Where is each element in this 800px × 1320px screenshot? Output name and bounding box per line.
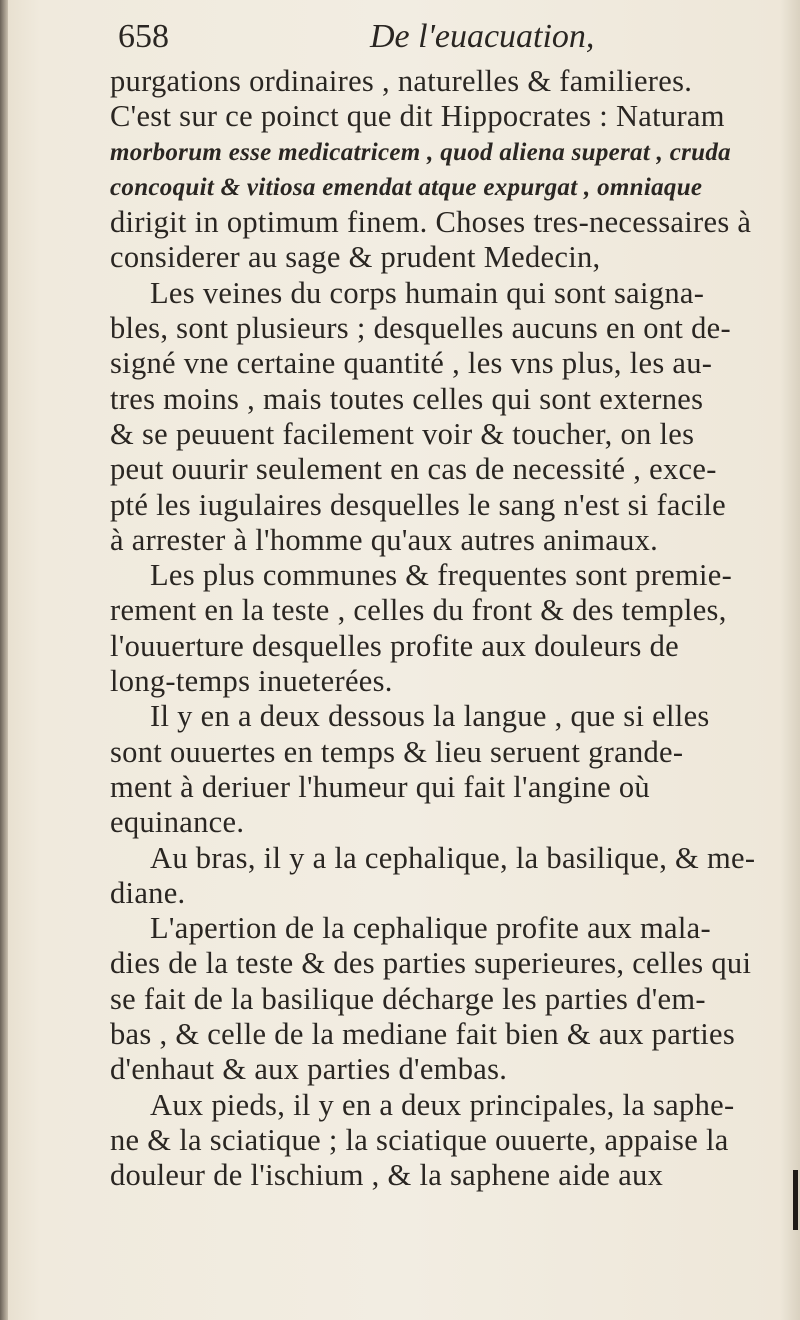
text-line: l'ouuerture desquelles profite aux douleurs de — [110, 628, 679, 663]
text-line: considerer au sage & prudent Medecin, — [110, 240, 601, 275]
text-line: C'est sur ce poinct que dit Hippocrates : Naturam — [110, 99, 725, 134]
text-line: sont ouuertes en temps & lieu seruent grande- — [110, 734, 684, 769]
page-gutter-edge — [0, 0, 8, 1320]
text-line: bles, sont plusieurs ; desquelles aucuns en ont de- — [110, 311, 731, 346]
paragraph-start-line: Les plus communes & frequentes sont premie- — [150, 558, 733, 593]
text-line: diane. — [110, 875, 186, 910]
text-line: ment à deriuer l'humeur qui fait l'angine où — [110, 769, 650, 804]
text-line: long-temps inueterées. — [110, 664, 393, 699]
text-line: tres moins , mais toutes celles qui sont externes — [110, 381, 704, 416]
body-text — [110, 64, 800, 1194]
paragraph-start-line: Les veines du corps humain qui sont saigna- — [150, 275, 705, 310]
paragraph-start-line: Il y en a deux dessous la langue , que si elles — [150, 699, 710, 734]
text-line: bas , & celle de la mediane fait bien & aux parties — [110, 1017, 736, 1052]
text-line: purgations ordinaires , naturelles & familieres. — [110, 64, 693, 98]
text-line: peut ouurir seulement en cas de necessité , exce- — [110, 452, 717, 487]
paragraph-start-line: Aux pieds, il y en a deux principales, la saphe- — [150, 1087, 735, 1122]
paragraph-start-line: Au bras, il y a la cephalique, la basilique, & me- — [150, 840, 756, 875]
text-line: pté les iugulaires desquelles le sang n'est si facile — [110, 487, 726, 522]
text-line: & se peuuent facilement voir & toucher, on les — [110, 416, 695, 451]
text-line: se fait de la basilique décharge les parties d'em- — [110, 981, 706, 1016]
text-line: signé vne certaine quantité , les vns plus, les au- — [110, 346, 713, 381]
text-line: douleur de l'ischium , & la saphene aide aux — [110, 1158, 664, 1193]
text-line: d'enhaut & aux parties d'embas. — [110, 1052, 508, 1087]
text-line: à arrester à l'homme qu'aux autres animaux. — [110, 522, 659, 557]
page-header — [118, 18, 788, 64]
text-line: ne & la sciatique ; la sciatique ouuerte, appaise la — [110, 1122, 729, 1157]
text-line-latin: concoquit & vitiosa emendat atque expurgat , omniaque — [110, 173, 703, 201]
paragraph-start-line: L'apertion de la cephalique profite aux mala- — [150, 911, 711, 946]
text-line: dies de la teste & des parties superieures, celles qui — [110, 946, 752, 981]
text-line: equinance. — [110, 805, 245, 840]
running-title: De l'euacuation, — [370, 18, 595, 55]
text-line-latin: morborum esse medicatricem , quod aliena superat , cruda — [110, 138, 731, 166]
text-line: rement en la teste , celles du front & des temples, — [110, 593, 727, 628]
text-line: dirigit in optimum finem. Choses tres-necessaires à — [110, 205, 752, 240]
page-number: 658 — [118, 18, 169, 55]
